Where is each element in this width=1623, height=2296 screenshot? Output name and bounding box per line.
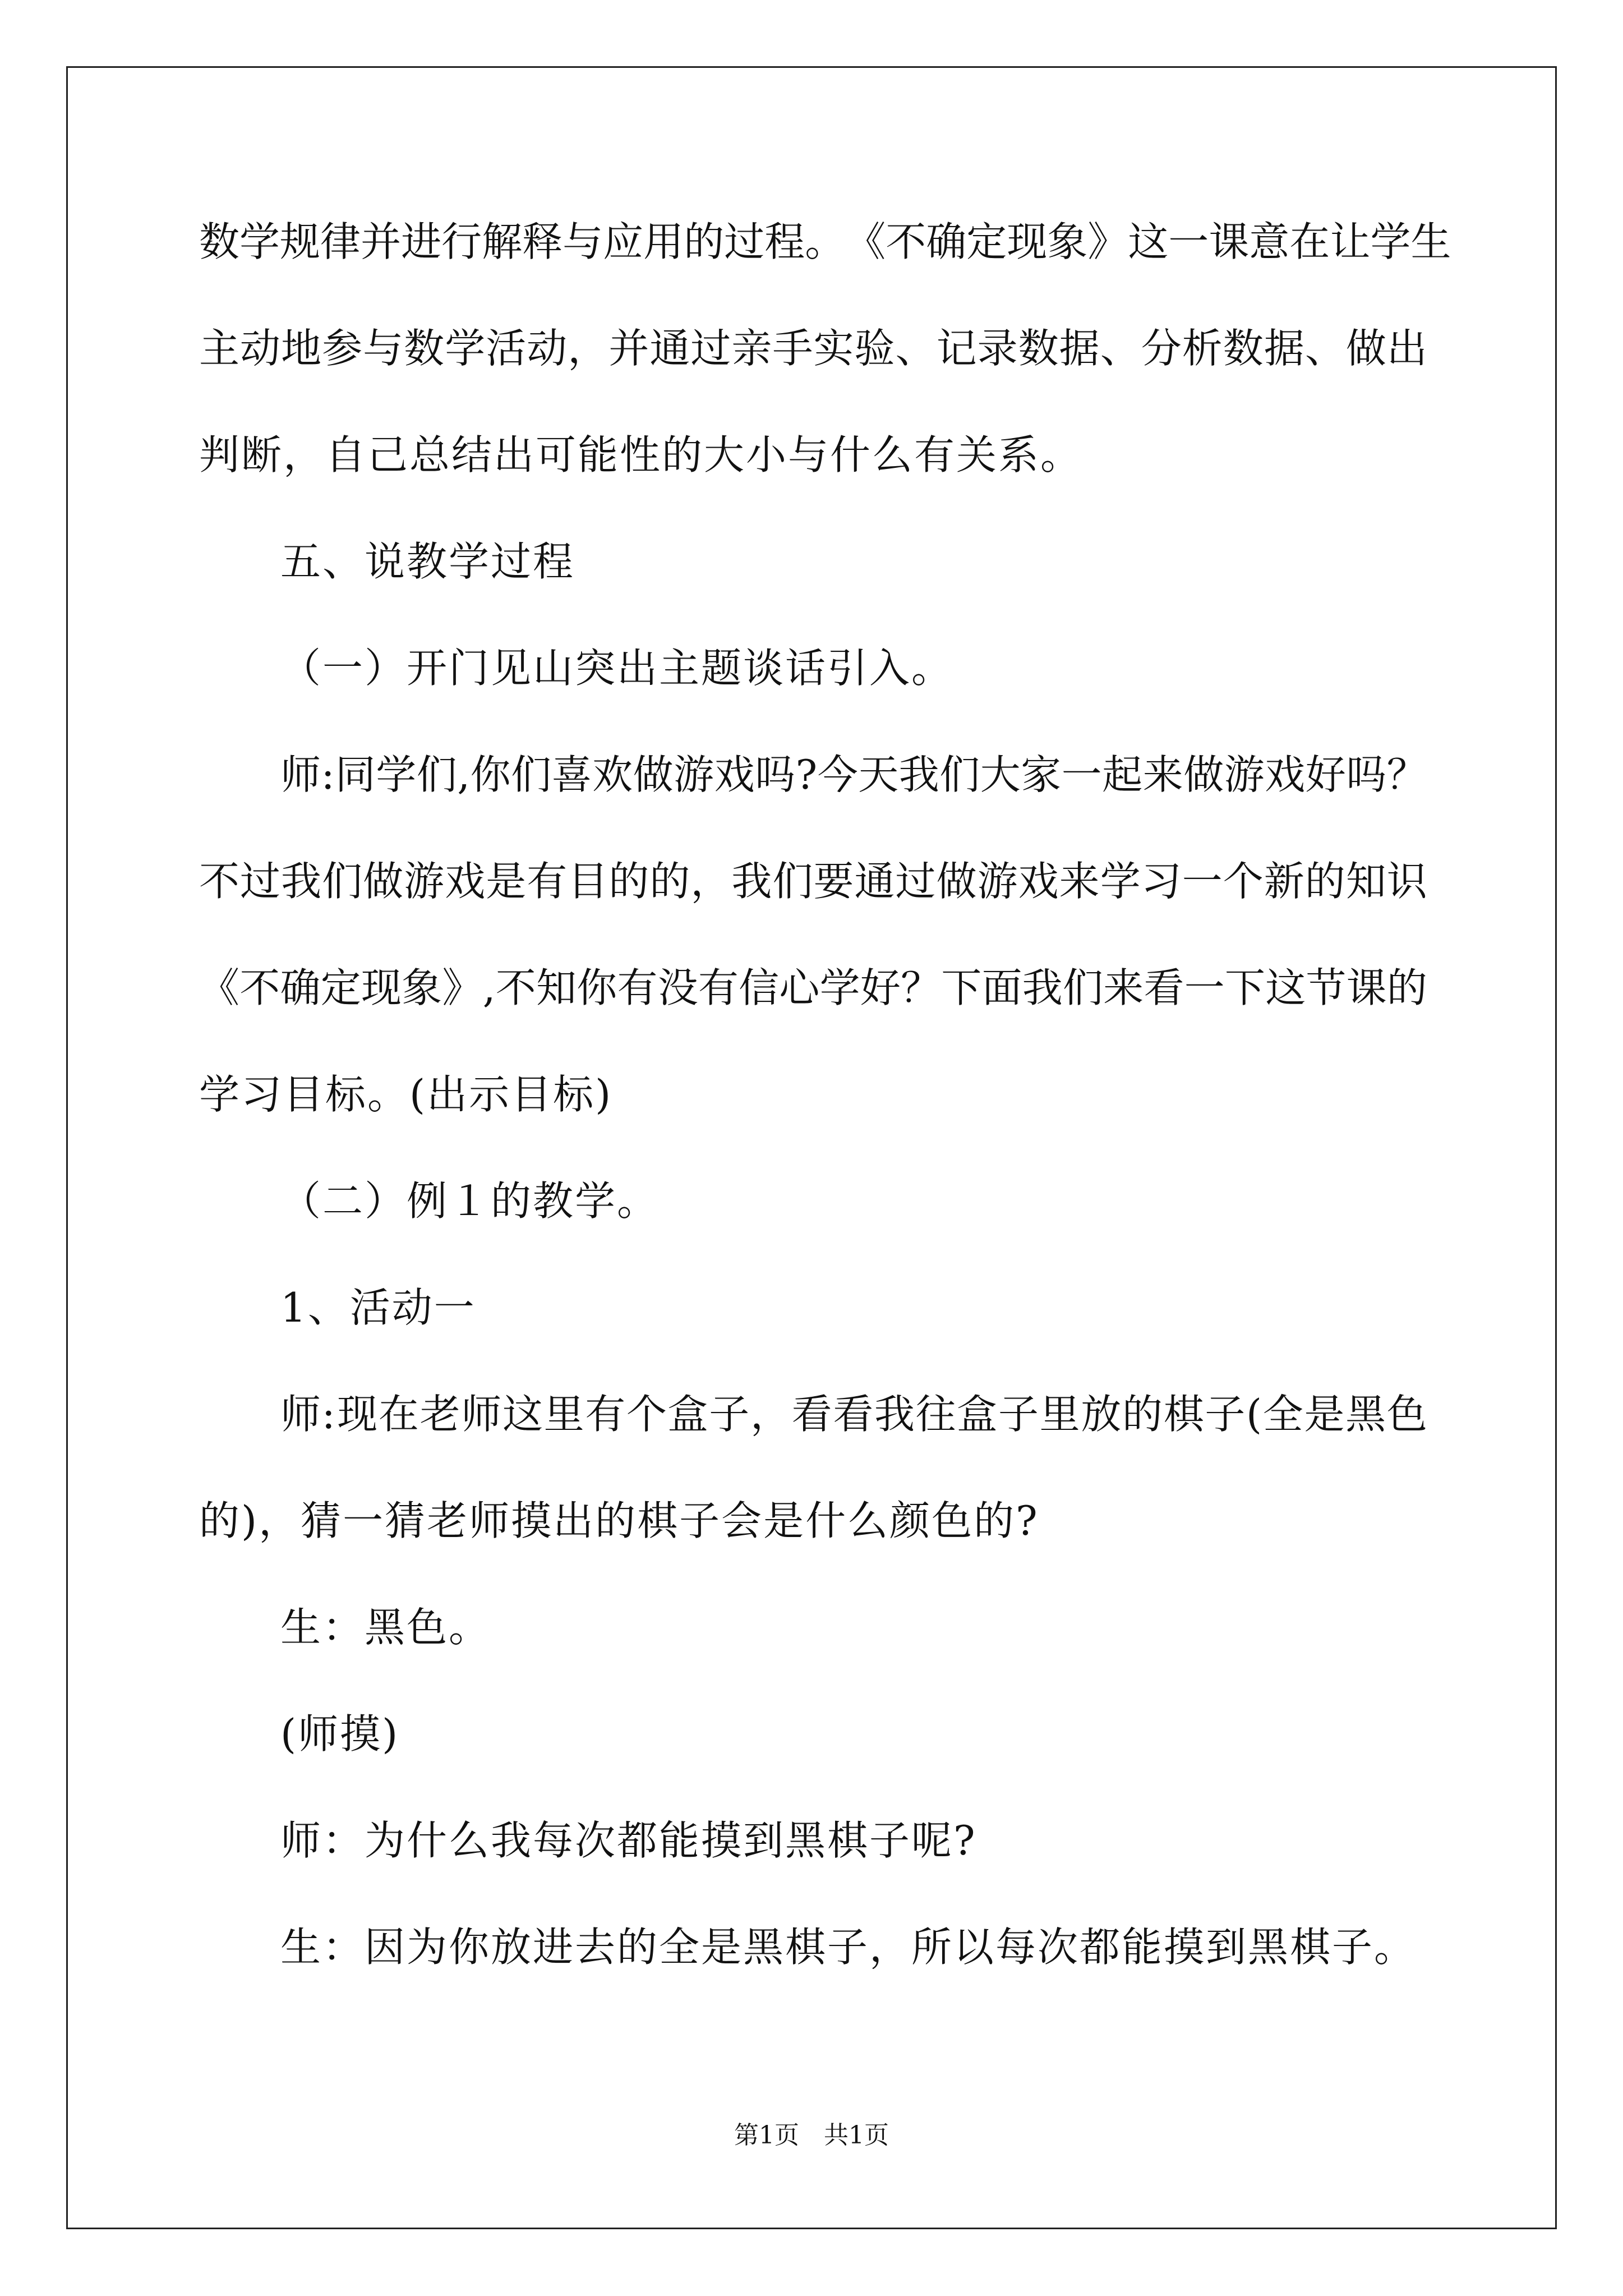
text-line-14: 生：黑色。 [280, 1604, 491, 1651]
subsection-heading-1: （一）开门见山突出主题谈话引入。 [280, 645, 954, 692]
page-number-footer: 第1页 共1页 [734, 2121, 889, 2150]
subsection-heading-2: （二）例１的教学。 [280, 1177, 660, 1225]
text-line-3: 判断，自己总结出可能性的大小与什么有关系。 [199, 431, 1083, 478]
document-body [199, 218, 1451, 2033]
text-line-15: (师摸) [280, 1710, 400, 1757]
section-heading-5: 五、说教学过程 [280, 538, 575, 585]
text-line-17: 生：因为你放进去的全是黑棋子，所以每次都能摸到黑棋子。 [280, 1924, 1417, 1971]
activity-heading-1: 1、活动一 [280, 1284, 476, 1331]
text-line-12: 师 : 现 在 老 师 这 里 有 个 盒 子 ， 看 看 我 往 盒 子 里 放 的 棋 子 ( 全 是 黑 色 [280, 1391, 1427, 1438]
text-line-1: 数 学 规 律 并 进 行 解 释 与 应 用 的 过 程 。 《 不 确 定 现 象 》 这 一 课 意 在 让 学 生 [199, 218, 1451, 265]
text-line-7: 不 过 我 们 做 游 戏 是 有 目 的 的 ， 我 们 要 通 过 做 游 戏 来 学 习 一 个 新 的 知 识 [199, 858, 1427, 905]
text-line-16: 师：为什么我每次都能摸到黑棋子呢? [280, 1817, 977, 1864]
text-line-2: 主 动 地 参 与 数 学 活 动 ， 并 通 过 亲 手 实 验 、 记 录 数 据 、 分 析 数 据 、 做 出 [199, 325, 1427, 372]
text-line-13: 的)，猜一猜老师摸出的棋子会是什么颜色的? [199, 1497, 1039, 1544]
text-line-8: 《 不 确 定 现 象 》 , 不 知 你 有 没 有 信 心 学 好 ？ 下 面 我 们 来 看 一 下 这 节 课 的 [199, 964, 1427, 1011]
text-line-9: 学习目标。(出示目标) [199, 1071, 613, 1118]
text-line-6: 师 : 同 学 们 , 你 们 喜 欢 做 游 戏 吗 ? 今 天 我 们 大 家 一 起 来 做 游 戏 好 吗 ？ [280, 751, 1427, 798]
